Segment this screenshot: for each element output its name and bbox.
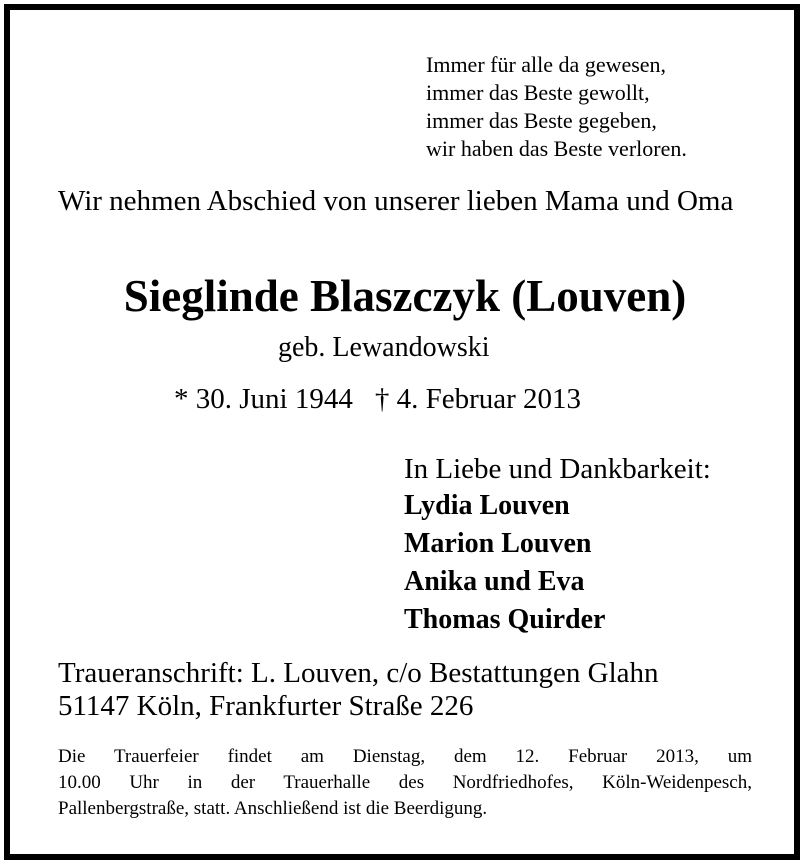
birth-date: * 30. Juni 1944 <box>174 383 353 415</box>
mourners-heading: In Liebe und Dankbarkeit: <box>404 453 711 485</box>
poem-line: immer das Beste gegeben, <box>426 108 657 133</box>
death-date: † 4. Februar 2013 <box>374 383 582 415</box>
deceased-name: Sieglinde Blaszczyk (Louven) <box>123 271 687 321</box>
poem-line: Immer für alle da gewesen, <box>426 52 667 77</box>
maiden-name: geb. Lewandowski <box>278 332 490 363</box>
mourner-name: Thomas Quirder <box>404 604 606 635</box>
mourners-list <box>404 487 605 639</box>
address-line: 51147 Köln, Frankfurter Straße 226 <box>58 690 474 722</box>
ceremony-line: 10.00 Uhr in der Trauerhalle des Nordfriedhofes, Köln-Weidenpesch, <box>58 772 752 793</box>
mourner-name: Anika und Eva <box>404 566 585 597</box>
poem <box>426 51 687 163</box>
poem-line: wir haben das Beste verloren. <box>426 136 687 161</box>
ceremony-notice <box>58 744 752 822</box>
poem-line: immer das Beste gewollt, <box>426 80 650 105</box>
address-line: Traueranschrift: L. Louven, c/o Bestattungen Glahn <box>58 657 659 689</box>
obituary-frame <box>4 4 800 860</box>
ceremony-line: Pallenbergstraße, statt. Anschließend ist die Beerdigung. <box>58 798 488 819</box>
mourning-address <box>58 657 659 723</box>
mourner-name: Marion Louven <box>404 528 592 559</box>
mourner-name: Lydia Louven <box>404 490 570 521</box>
ceremony-line: Die Trauerfeier findet am Dienstag, dem 12. Februar 2013, um <box>58 746 752 767</box>
intro-text: Wir nehmen Abschied von unserer lieben Mama und Oma <box>58 185 734 217</box>
life-dates <box>174 381 581 417</box>
